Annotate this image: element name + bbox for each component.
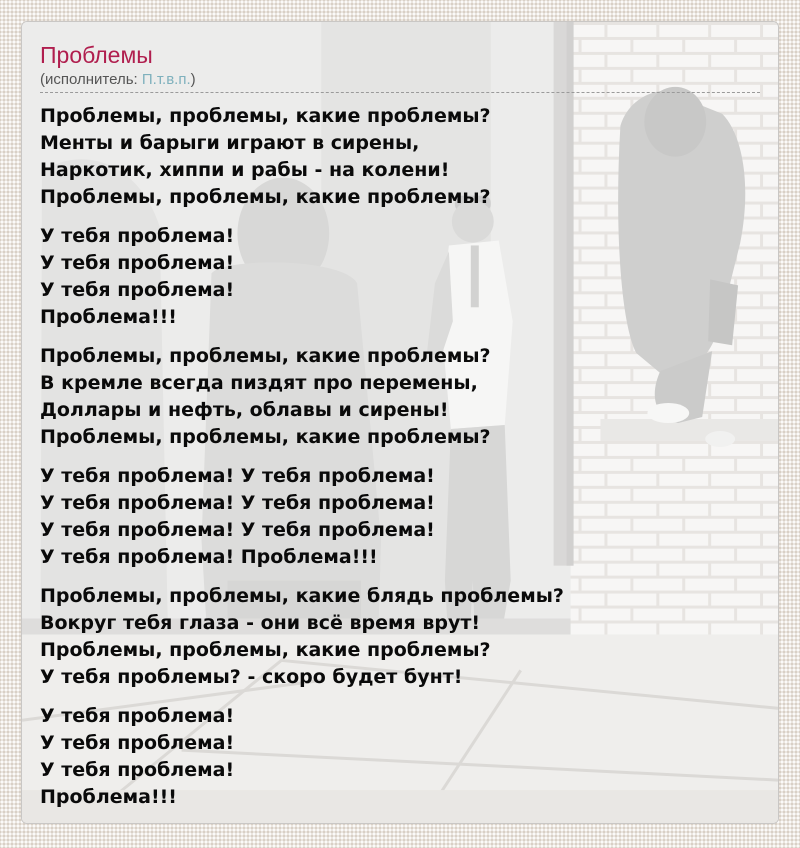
page-title: Проблемы: [40, 42, 153, 68]
artist-link[interactable]: П.т.в.п.: [141, 71, 191, 88]
stanza: У тебя проблема! У тебя проблема! У тебя проблема! Проблема!!!: [40, 225, 235, 328]
lyrics-page-content: [22, 22, 778, 811]
stanza: Проблемы, проблемы, какие проблемы? Менты и барыги играют в сирены, Наркотик, хиппи и рабы - на колени! Проблемы, проблемы, какие проблемы?: [40, 105, 491, 208]
stanza: Проблемы, проблемы, какие блядь проблемы? Вокруг тебя глаза - они всё время врут! Проблемы, проблемы, какие проблемы? У тебя проблемы? - скоро будет бунт!: [40, 585, 564, 688]
artist-line: [40, 71, 760, 93]
artist-label: (исполнитель:: [40, 71, 142, 88]
stanza: Проблемы, проблемы, какие проблемы? В кремле всегда пиздят про перемены, Доллары и нефть, облавы и сирены! Проблемы, проблемы, какие проблемы?: [40, 345, 491, 448]
lyrics-card: [21, 21, 779, 824]
lyrics: [40, 103, 760, 811]
artist-line-suffix: ): [190, 71, 196, 88]
stanza: У тебя проблема! У тебя проблема! У тебя проблема! Проблема!!!: [40, 705, 235, 808]
stanza: У тебя проблема! У тебя проблема! У тебя проблема! У тебя проблема! У тебя проблема! У тебя проблема! У тебя проблема! Проблема!!!: [40, 465, 435, 568]
